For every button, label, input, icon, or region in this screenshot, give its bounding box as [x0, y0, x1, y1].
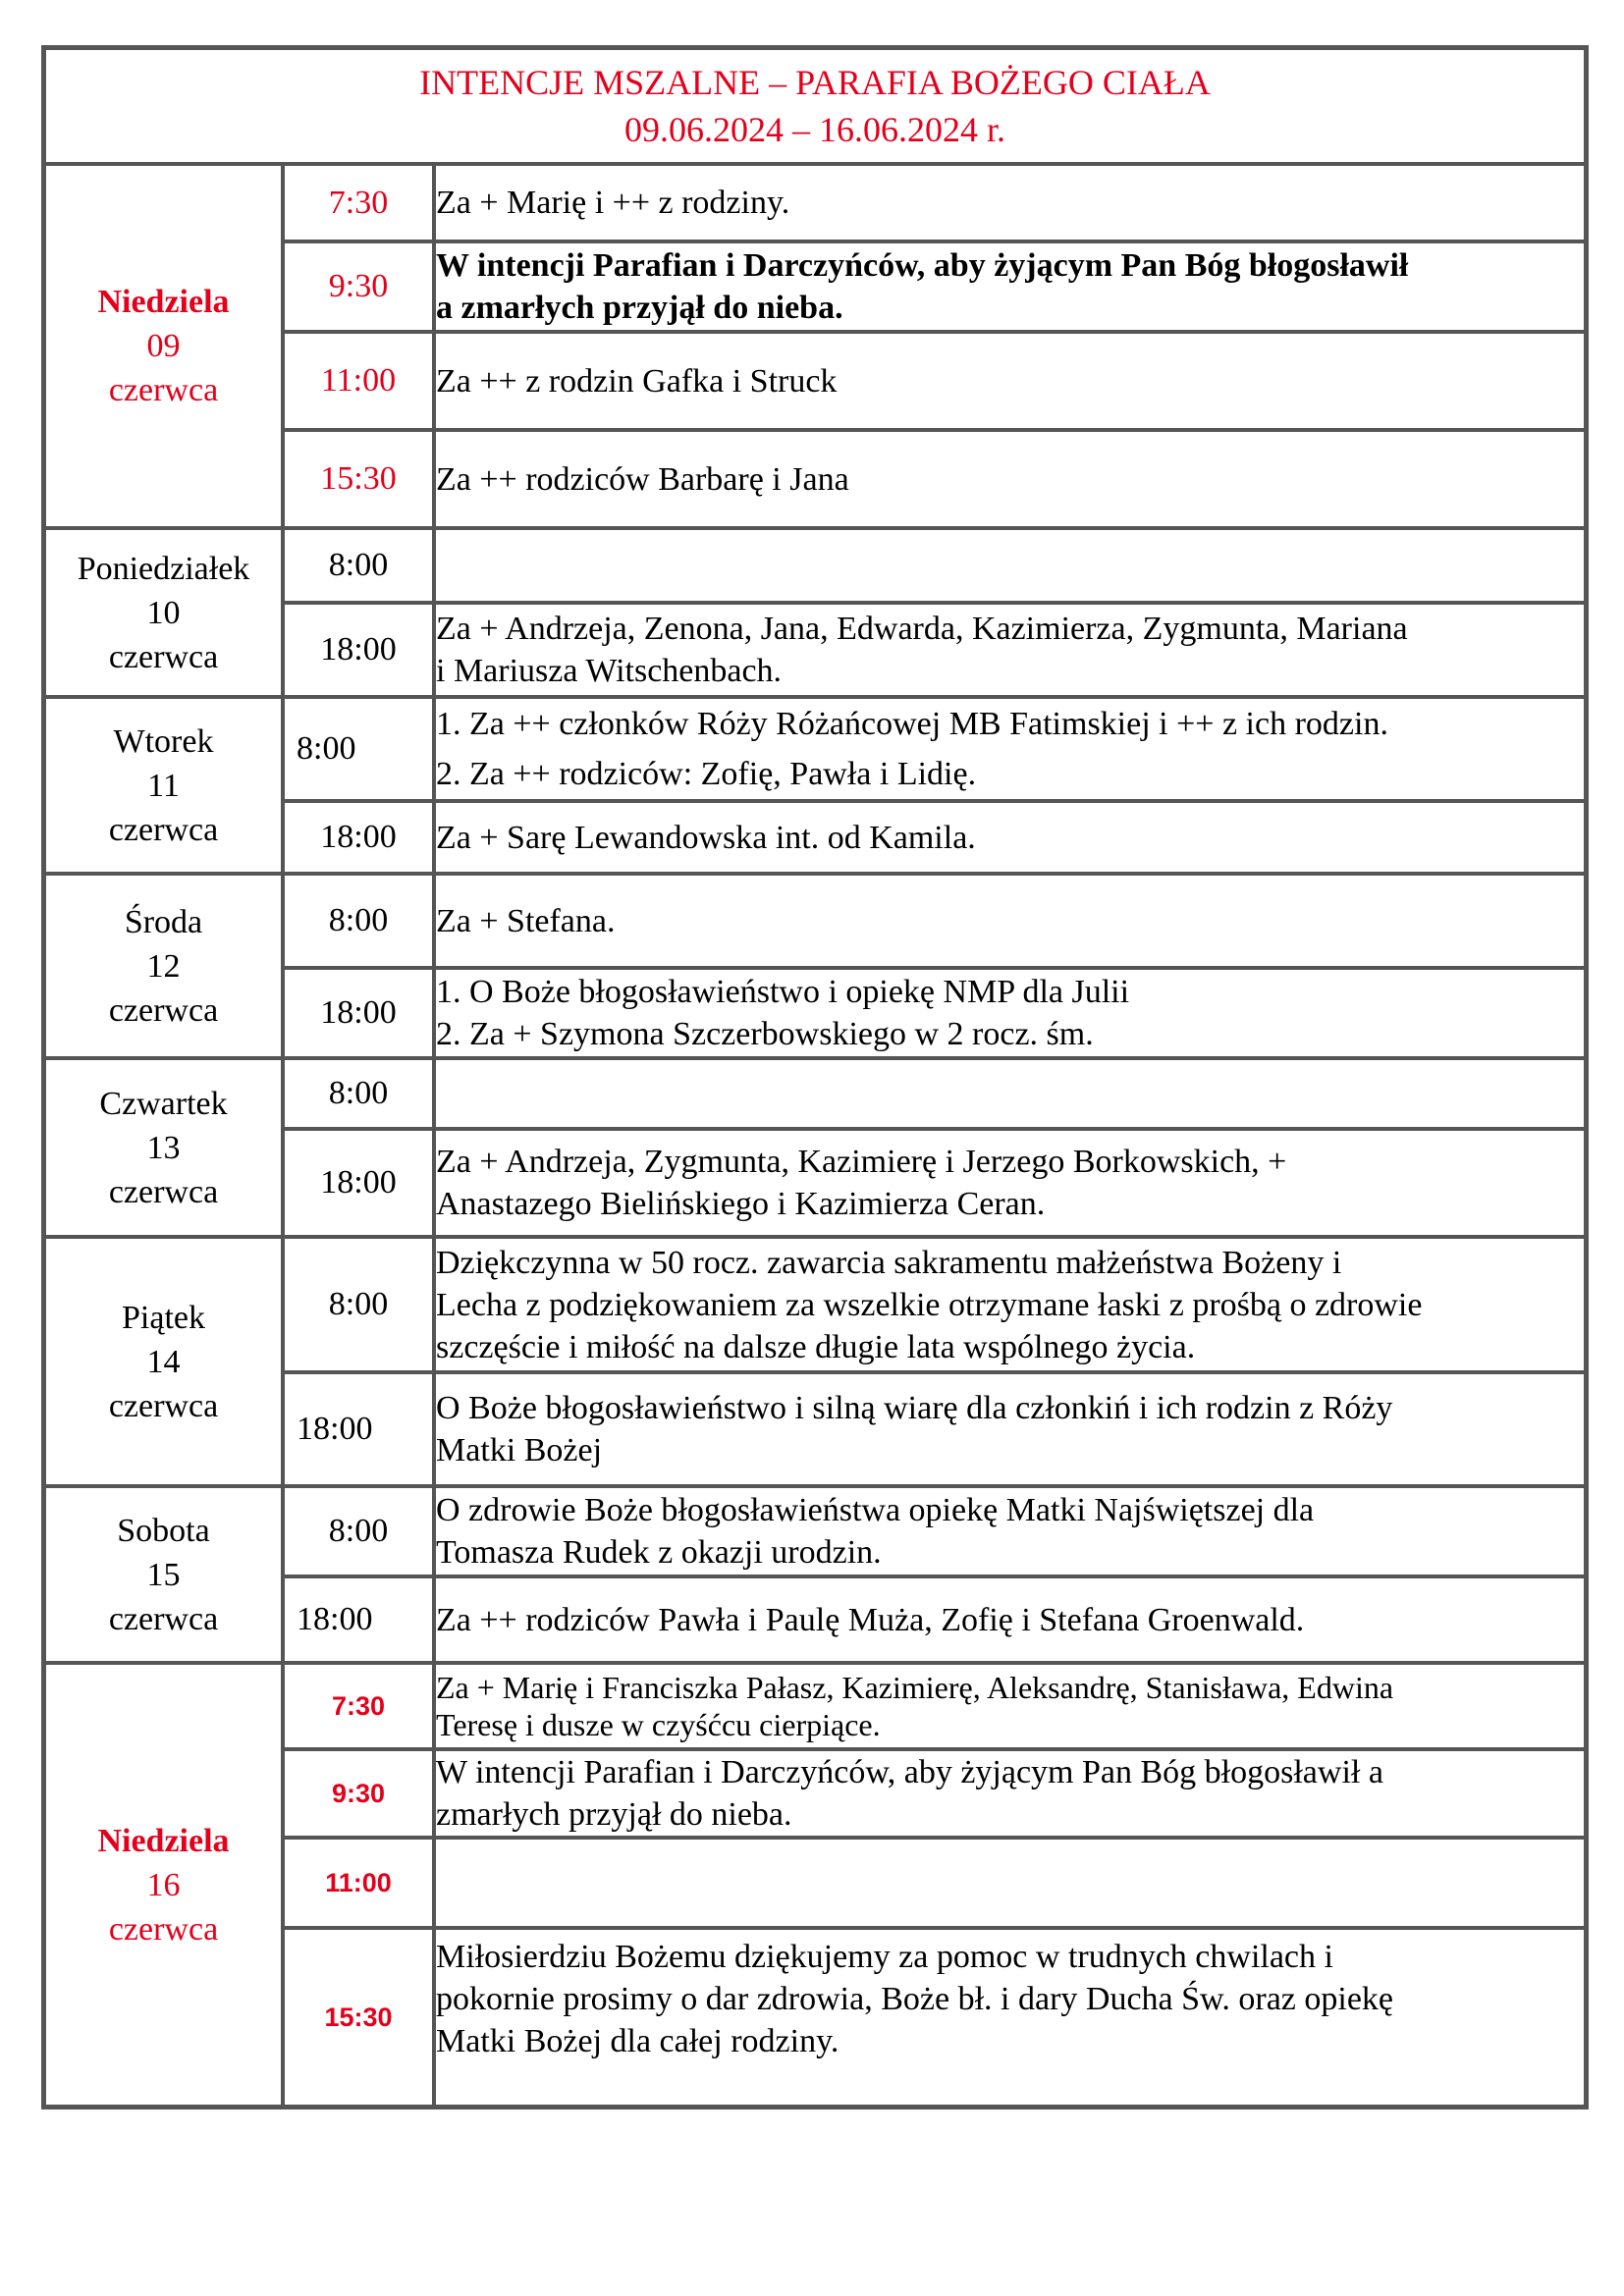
- intention-line: Za + Andrzeja, Zygmunta, Kazimierę i Jerzego Borkowskich, +: [436, 1144, 1287, 1180]
- mass-row: [44, 1486, 1586, 1576]
- intention-line: szczęście i miłość na dalsze długie lata wspólnego życia.: [436, 1328, 1196, 1365]
- day-number: 14: [146, 1343, 181, 1380]
- intention-line: 1. O Boże błogosławieństwo i opiekę NMP dla Julii: [436, 974, 1130, 1010]
- mass-intention: [434, 1749, 1586, 1838]
- mass-time: 18:00: [283, 1576, 434, 1663]
- intention-line: pokornie prosimy o dar zdrowia, Boże bł. i dary Ducha Św. oraz opiekę: [436, 1981, 1394, 2017]
- mass-time: 18:00: [283, 1129, 434, 1237]
- day-month: czerwca: [108, 1600, 219, 1637]
- mass-intention: [434, 603, 1586, 697]
- mass-intention: [434, 1237, 1586, 1372]
- day-number: 09: [146, 328, 181, 364]
- mass-time: 15:30: [283, 1928, 434, 2107]
- intention-line: zmarłych przyjął do nieba.: [436, 1796, 792, 1833]
- intention-line: a zmarłych przyjął do nieba.: [436, 290, 843, 326]
- mass-intention: [434, 968, 1586, 1058]
- day-cell-sunday-16: [44, 1663, 283, 2107]
- day-month: czerwca: [108, 811, 219, 848]
- intention-line: 1. Za ++ członków Róży Różańcowej MB Fatimskiej i ++ z ich rodzin.: [436, 706, 1388, 742]
- mass-row: [44, 528, 1586, 603]
- day-number: 16: [146, 1866, 181, 1903]
- mass-time: 15:30: [283, 430, 434, 528]
- intention-line: 2. Za + Szymona Szczerbowskiego w 2 rocz. śm.: [436, 1016, 1094, 1052]
- day-cell-thursday-13: [44, 1058, 283, 1237]
- mass-intention: [434, 164, 1586, 241]
- day-name: Piątek: [122, 1299, 205, 1336]
- mass-row: [44, 1058, 1586, 1129]
- intention-line: Dziękczynna w 50 rocz. zawarcia sakramentu małżeństwa Bożeny i: [436, 1244, 1342, 1281]
- intention-line: Miłosierdziu Bożemu dziękujemy za pomoc w trudnych chwilach i: [436, 1939, 1333, 1975]
- intention-line: W intencji Parafian i Darczyńców, aby żyjącym Pan Bóg błogosławił a: [436, 1754, 1383, 1790]
- mass-intention: [434, 1129, 1586, 1237]
- day-month: czerwca: [108, 372, 219, 408]
- day-name: Niedziela: [97, 284, 230, 320]
- intention-line: Matki Bożej dla całej rodziny.: [436, 2023, 839, 2059]
- mass-time: 8:00: [283, 697, 434, 801]
- mass-intention-empty: [434, 1838, 1586, 1928]
- day-month: czerwca: [108, 991, 219, 1029]
- intention-line: W intencji Parafian i Darczyńców, aby żyjącym Pan Bóg błogosławił: [436, 247, 1409, 284]
- mass-intention: [434, 697, 1586, 801]
- mass-time: 9:30: [283, 241, 434, 332]
- day-month: czerwca: [108, 1173, 219, 1210]
- mass-intention: [434, 1576, 1586, 1663]
- day-name: Wtorek: [113, 722, 214, 760]
- day-cell-wednesday-12: [44, 874, 283, 1058]
- intention-line: Za + Marię i ++ z rodziny.: [436, 185, 790, 221]
- intention-line: O zdrowie Boże błogosławieństwa opiekę Matki Najświętszej dla: [436, 1492, 1315, 1528]
- mass-time: 8:00: [283, 1058, 434, 1129]
- mass-time: 7:30: [283, 164, 434, 241]
- mass-time: 11:00: [283, 332, 434, 430]
- intention-line: Za + Sarę Lewandowska int. od Kamila.: [436, 819, 976, 856]
- day-name: Poniedziałek: [77, 550, 250, 587]
- mass-intention-empty: [434, 528, 1586, 603]
- mass-time: 9:30: [283, 1749, 434, 1838]
- mass-intention: [434, 430, 1586, 528]
- mass-time: 11:00: [283, 1838, 434, 1928]
- day-month: czerwca: [108, 1910, 219, 1948]
- intention-line: i Mariusza Witschenbach.: [436, 653, 783, 689]
- intention-line: Za ++ z rodzin Gafka i Struck: [436, 362, 838, 400]
- day-number: 15: [146, 1556, 181, 1593]
- intention-line: 2. Za ++ rodziców: Zofię, Pawła i Lidię.: [436, 756, 977, 792]
- mass-intention: [434, 241, 1586, 332]
- mass-time: 8:00: [283, 1486, 434, 1576]
- mass-intention: [434, 1663, 1586, 1749]
- mass-intention: [434, 332, 1586, 430]
- mass-row: [44, 697, 1586, 801]
- mass-time: 8:00: [283, 1237, 434, 1372]
- day-month: czerwca: [108, 638, 219, 675]
- day-cell-saturday-15: [44, 1486, 283, 1663]
- day-month: czerwca: [108, 1387, 219, 1424]
- header-row: [44, 48, 1586, 164]
- intention-line: Za + Marię i Franciszka Pałasz, Kazimierę, Aleksandrę, Stanisława, Edwina: [436, 1670, 1394, 1705]
- intention-line: Matki Bożej: [436, 1432, 603, 1468]
- day-cell-tuesday-11: [44, 697, 283, 874]
- intention-line: Za ++ rodziców Pawła i Paulę Muża, Zofię i Stefana Groenwald.: [436, 1601, 1305, 1638]
- intention-line: Za + Andrzeja, Zenona, Jana, Edwarda, Kazimierza, Zygmunta, Mariana: [436, 611, 1408, 647]
- mass-time: 18:00: [283, 968, 434, 1058]
- day-cell-monday-10: [44, 528, 283, 697]
- mass-time: 8:00: [283, 874, 434, 968]
- mass-intention-empty: [434, 1058, 1586, 1129]
- intention-line: Teresę i dusze w czyśćcu cierpiące.: [436, 1707, 881, 1742]
- mass-row: [44, 1663, 1586, 1749]
- mass-intention: [434, 1486, 1586, 1576]
- intention-line: Za + Stefana.: [436, 902, 616, 939]
- day-number: 13: [146, 1129, 181, 1166]
- mass-intention: [434, 874, 1586, 968]
- mass-time: 7:30: [283, 1663, 434, 1749]
- mass-intention: [434, 1372, 1586, 1486]
- mass-time: 18:00: [283, 1372, 434, 1486]
- intention-line: Za ++ rodziców Barbarę i Jana: [436, 460, 849, 498]
- day-name: Środa: [124, 903, 203, 940]
- mass-time: 18:00: [283, 801, 434, 874]
- day-name: Czwartek: [99, 1085, 228, 1122]
- intentions-sheet: [41, 45, 1583, 2109]
- mass-time: 8:00: [283, 528, 434, 603]
- mass-intention: [434, 801, 1586, 874]
- intentions-table: [41, 45, 1589, 2109]
- page-header: [44, 48, 1586, 164]
- mass-row: [44, 164, 1586, 241]
- mass-row: [44, 1237, 1586, 1372]
- day-name: Niedziela: [97, 1822, 230, 1859]
- intention-line: Tomasza Rudek z okazji urodzin.: [436, 1534, 882, 1571]
- day-name: Sobota: [117, 1512, 210, 1549]
- page-title: INTENCJE MSZALNE – PARAFIA BOŻEGO CIAŁA: [419, 63, 1211, 102]
- intention-line: Lecha z podziękowaniem za wszelkie otrzymane łaski z prośbą o zdrowie: [436, 1286, 1423, 1323]
- day-number: 10: [146, 594, 181, 631]
- mass-intention: [434, 1928, 1586, 2107]
- day-cell-friday-14: [44, 1237, 283, 1486]
- date-range: 09.06.2024 – 16.06.2024 r.: [624, 110, 1006, 149]
- day-number: 11: [147, 767, 180, 804]
- mass-time: 18:00: [283, 603, 434, 697]
- intention-line: O Boże błogosławieństwo i silną wiarę dla członkiń i ich rodzin z Róży: [436, 1390, 1393, 1426]
- day-number: 12: [146, 947, 181, 985]
- mass-row: [44, 874, 1586, 968]
- day-cell-sunday-09: [44, 164, 283, 528]
- intention-line: Anastazego Bielińskiego i Kazimierza Ceran.: [436, 1186, 1046, 1222]
